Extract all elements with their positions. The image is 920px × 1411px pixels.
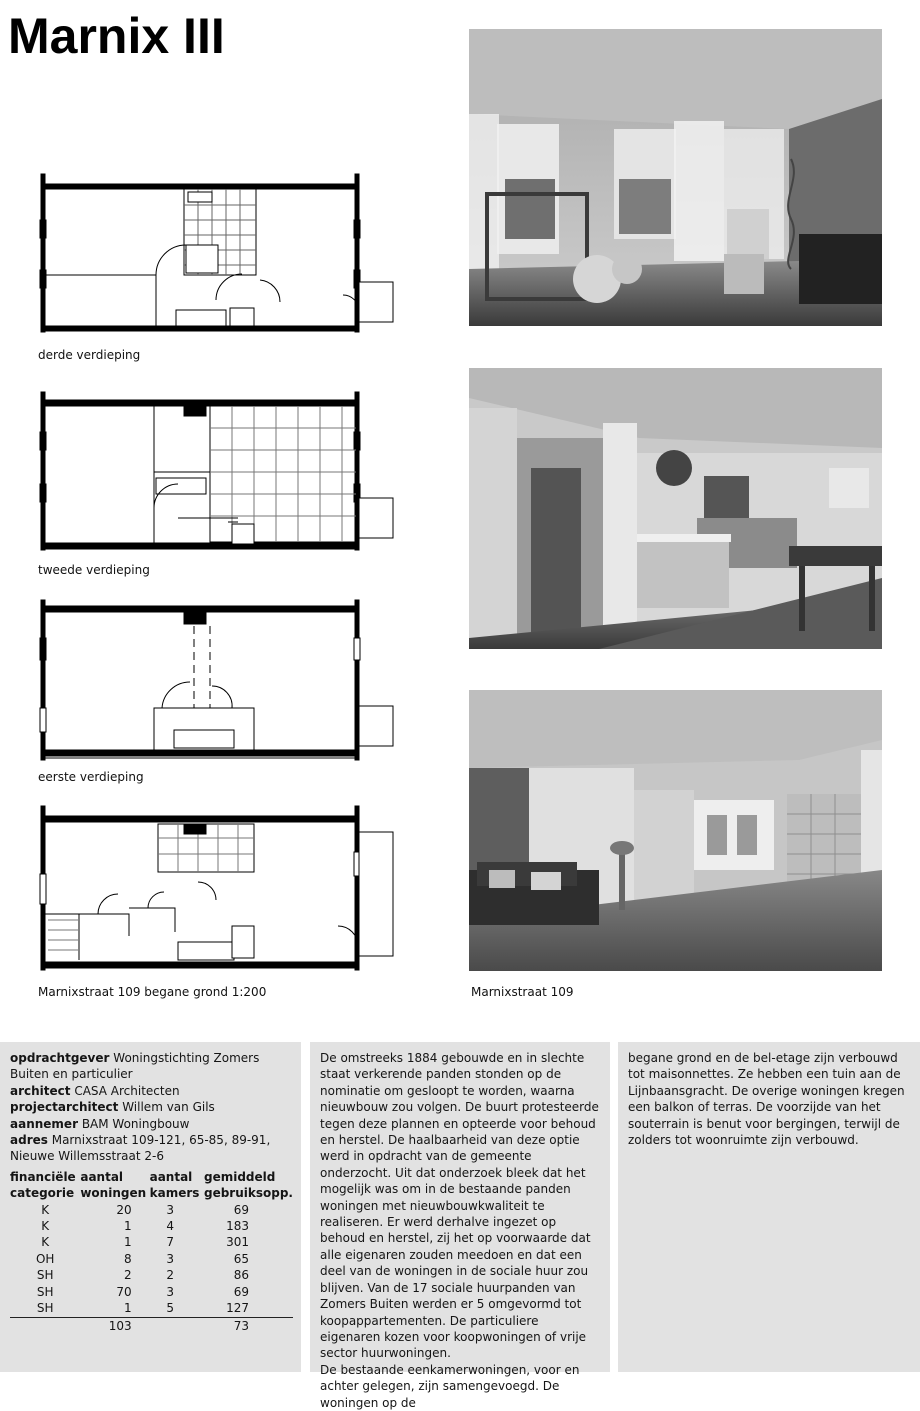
table-row: K 1 7 301 <box>41 1235 249 1250</box>
total-woningen: 103 <box>80 1317 149 1334</box>
body-text: begane grond en de bel-etage zijn verbouwd tot maisonnettes. Ze hebben een tuin aan de Lijnbaansgracht. De overige woningen kregen een balkon of terras. De voorzijde van het souterrain is benut voor bergingen, terwijl de zolders tot woonruimte zijn verbouwd. <box>628 1051 905 1148</box>
table-row: OH 8 3 65 <box>35 1251 249 1266</box>
table-header-row <box>10 1169 293 1202</box>
table-total-row <box>10 1317 293 1334</box>
body-text: De omstreeks 1884 gebouwde en in slechte staat verkerende panden stonden op de nominatie om gesloopt te worden, waarna nieuwbouw zou volgen. De buurt protesteerde tegen deze plannen en opteerde voor behoud en herstel. De haalbaarheid van deze optie werd in opdracht van de gemeente onderzocht. Uit dat onderzoek bleek dat het mogelijk was om in de bestaande panden woningen met nieuwbouwkwaliteit te realiseren. Er werd derhalve ingezet op behoud en herstel, zij het op voorwaarde dat alle eigenaren zouden meedoen en dat een deel van de woningen in de sociale huur zou blijven. Van de 17 sociale huurpanden van Zomers Buiten werden er 5 omgevormd tot koopappartementen. De particuliere eigenaren kozen voor koopwoningen of vrije sector huurwoningen. <box>320 1051 599 1361</box>
interior-photo-living-room-2 <box>469 690 882 971</box>
credit-value: Marnixstraat 109-121, 65-85, 89-91, Nieuwe Willemsstraat 2-6 <box>10 1133 271 1164</box>
plan-caption-tweede: tweede verdieping <box>38 563 150 577</box>
column-header: aantal woningen <box>80 1169 147 1201</box>
table-row: SH 70 3 69 <box>36 1284 249 1299</box>
photo-caption: Marnixstraat 109 <box>471 985 574 999</box>
credit-value: Willem van Gils <box>122 1100 215 1115</box>
housing-table <box>10 1169 293 1334</box>
floor-plan-derde <box>38 170 398 340</box>
interior-photo-living-room <box>469 29 882 326</box>
floor-plan-tweede <box>38 388 398 558</box>
credit-label: adres <box>10 1133 48 1148</box>
credits-panel <box>0 1042 301 1372</box>
credit-label: architect <box>10 1083 71 1098</box>
table-row: K 20 3 69 <box>41 1202 249 1217</box>
table-row: K 1 4 183 <box>41 1219 249 1234</box>
plan-caption-begane-grond: Marnixstraat 109 begane grond 1:200 <box>38 985 267 999</box>
floor-plan-eerste <box>38 598 398 766</box>
column-header: financiële categorie <box>10 1169 76 1201</box>
credit-value: CASA Architecten <box>74 1083 180 1098</box>
table-row: SH 1 5 127 <box>36 1301 249 1316</box>
credit-value: Woningstichting Zomers Buiten en particulier <box>10 1051 260 1082</box>
plan-caption-eerste: eerste verdieping <box>38 770 144 784</box>
floor-plan-begane-grond <box>38 802 398 980</box>
credit-label: aannemer <box>10 1116 78 1131</box>
table-row: SH 2 2 86 <box>36 1268 249 1283</box>
credit-label: projectarchitect <box>10 1100 119 1115</box>
total-opp: 73 <box>204 1317 293 1334</box>
column-header: aantal kamers <box>149 1169 200 1201</box>
text-column-2 <box>310 1042 610 1410</box>
page-title: Marnix III <box>8 8 225 64</box>
plan-caption-derde: derde verdieping <box>38 348 141 362</box>
text-column-3 <box>618 1042 920 1372</box>
credit-label: opdrachtgever <box>10 1051 110 1065</box>
body-text-continued: De bestaande eenkamerwoningen, voor en achter gelegen, zijn samengevoegd. De woningen op de <box>320 1362 580 1410</box>
column-header: gemiddeld gebruiksopp. <box>203 1169 293 1201</box>
credits-list <box>10 1050 293 1165</box>
credit-value: BAM Woningbouw <box>81 1116 190 1131</box>
interior-photo-kitchen <box>469 368 882 649</box>
